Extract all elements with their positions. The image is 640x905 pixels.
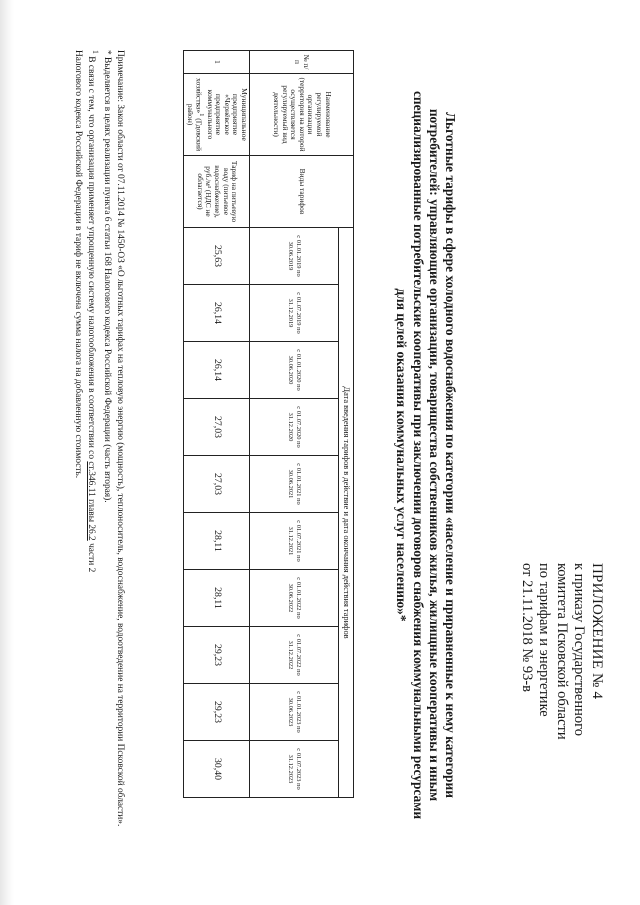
period-header: с 01.01.2023 по 30.06.2023 — [250, 684, 339, 741]
period-header: с 01.07.2019 по 31.12.2019 — [250, 285, 339, 342]
tariff-value: 28,11 — [184, 570, 250, 627]
period-header: с 01.01.2021 по 30.06.2021 — [250, 456, 339, 513]
footnotes — [72, 50, 127, 866]
appendix-title: ПРИЛОЖЕНИЕ № 4 — [589, 563, 605, 700]
tariff-table — [183, 50, 354, 798]
note-tax-system: $^1$ В связи с тем, что организация применяет упрощенную систему налогообложения в соответствии со ст.346.11 главы 26.2 части 2 — [85, 50, 100, 573]
header-organization: Наименование регулируемой организации (территория на которой осуществляется регулируемый вид деятельности) — [250, 74, 354, 156]
header-tariff-type: Виды тарифов — [250, 156, 354, 228]
title-line: специализированные потребительские кооперативы при заключении договоров снабжения коммунальными ресурсами — [410, 90, 426, 820]
organization-region: (Гдовский район) — [185, 103, 204, 152]
period-header: с 01.07.2022 по 31.12.2022 — [250, 627, 339, 684]
period-header: с 01.01.2019 по 30.06.2019 — [250, 228, 339, 285]
tariff-value: 28,11 — [184, 513, 250, 570]
appendix-line: комитета Псковской области — [554, 563, 570, 740]
header-number: № п/п — [250, 51, 354, 74]
title-line: для целей оказания коммунальных услуг населению»* — [394, 288, 410, 622]
table-row — [184, 51, 250, 798]
title-line: потребителей: управляющие организации, товарищества собственников жилья, жилищные кооперативы и иным — [426, 108, 442, 802]
period-header: с 01.01.2020 по 30.06.2020 — [250, 342, 339, 399]
appendix-line: от 21.11.2018 № 93-в — [519, 563, 535, 692]
tariff-value: 25,63 — [184, 228, 250, 285]
tariff-type-cell: Тариф на питьевую воду (питьевое водоснабжение), руб./м³ (НДС не облагается) — [184, 156, 250, 228]
tariff-value: 26,14 — [184, 342, 250, 399]
organization-footnote-mark: 1 — [198, 113, 206, 117]
document-title — [393, 60, 458, 850]
appendix-line: к приказу Государственного — [571, 563, 588, 736]
appendix-line: по тарифам и энергетике — [536, 563, 553, 717]
tariff-value: 27,03 — [184, 456, 250, 513]
appendix-block — [518, 563, 606, 853]
tax-code-reference-link[interactable]: ст.346.11 главы 26.2 — [85, 461, 96, 541]
period-header: с 01.07.2020 по 31.12.2020 — [250, 399, 339, 456]
tariff-value: 26,14 — [184, 285, 250, 342]
title-line: Льготные тарифы в сфере холодного водоснабжения по категории «население и приравненные к нему категории — [443, 112, 458, 798]
tariff-value: 30,40 — [184, 741, 250, 798]
tariff-value: 29,23 — [184, 684, 250, 741]
organization-cell — [184, 74, 250, 156]
row-number: 1 — [184, 51, 250, 74]
header-dates: Дата введения тарифов в действие и дата окончания действия тарифов — [339, 228, 354, 798]
note-vat: * Выделяется в целях реализации пункта 6 статьи 168 Налогового кодекса Российской Федерации (часть вторая). — [102, 50, 113, 503]
period-header: с 01.01.2022 по 30.06.2022 — [250, 570, 339, 627]
period-header: с 01.07.2023 по 31.12.2023 — [250, 741, 339, 798]
organization-name: Муниципальное предприятие «Чернёвское предприятие коммунального хозяйства» — [194, 77, 249, 141]
tariff-value: 27,03 — [184, 399, 250, 456]
note-mark: 1 — [90, 50, 100, 54]
period-header: с 01.07.2021 по 31.12.2021 — [250, 513, 339, 570]
tariff-value: 29,23 — [184, 627, 250, 684]
note-law: Примечание: Закон области от 07.11.2014 № 1450-ОЗ «О льготных тарифах на тепловую энергию (мощность), теплоноситель, водоснабжение, водоотведение на территории Псковской области». — [115, 50, 125, 827]
note-tax-code: Налогового кодекса Российской Федерации в тариф не включена сумма налога на добавленную стоимость. — [73, 50, 84, 479]
